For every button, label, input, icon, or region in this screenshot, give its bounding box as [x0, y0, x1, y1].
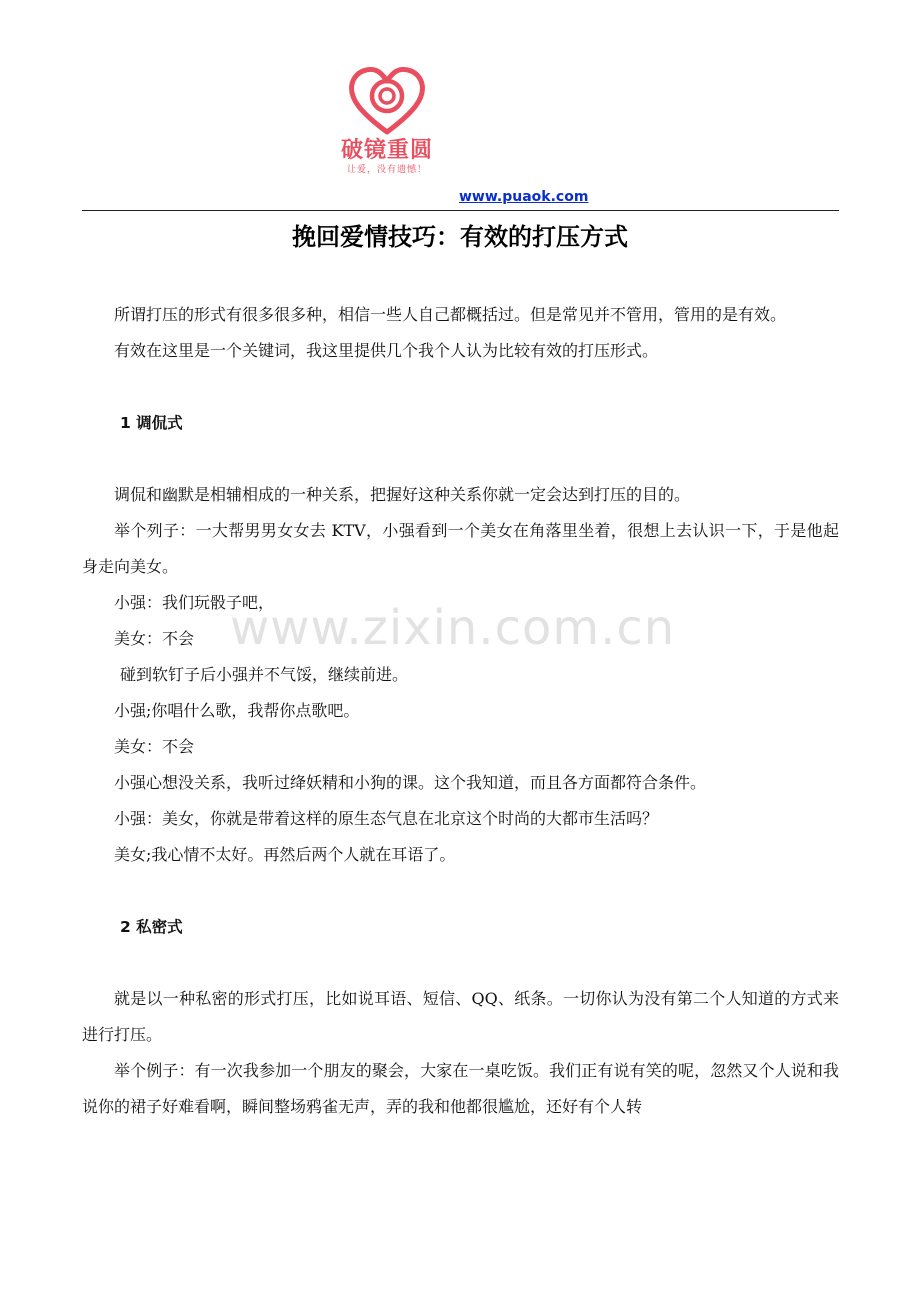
dialog-line: 小强心想没关系，我听过绛妖精和小狗的课。这个我知道，而且各方面都符合条件。 — [114, 773, 707, 792]
dialog-line: 美女;我心情不太好。再然后两个人就在耳语了。 — [114, 845, 456, 864]
section-heading: 1 调侃式 — [120, 414, 183, 432]
logo-name: 破镜重圆 — [340, 138, 433, 163]
dialog-line: 小强;你唱什么歌，我帮你点歌吧。 — [114, 701, 360, 720]
section-paragraph: 就是以一种私密的形式打压，比如说耳语、短信、QQ、纸条。一切你认为没有第二个人知道的方式来进行打压。 — [82, 989, 839, 1044]
site-url-link[interactable]: www.puaok.com — [459, 189, 589, 205]
section-paragraph: 举个例子：有一次我参加一个朋友的聚会，大家在一桌吃饭。我们正有说有笑的呢，忽然又个人说和我说你的裙子好难看啊，瞬间整场鸦雀无声，弄的我和他都很尴尬，还好有个人转 — [82, 1061, 839, 1116]
brand-logo — [328, 66, 446, 176]
intro-paragraph: 所谓打压的形式有很多很多种，相信一些人自己都概括过。但是常见并不管用，管用的是有效。 — [114, 305, 787, 324]
dialog-line: 美女：不会 — [114, 629, 195, 648]
section-paragraph: 举个列子：一大帮男男女女去 KTV，小强看到一个美女在角落里坐着，很想上去认识一下，于是他起身走向美女。 — [82, 521, 839, 576]
section-heading: 2 私密式 — [120, 918, 183, 936]
dialog-line: 小强：我们玩骰子吧， — [114, 593, 275, 612]
dialog-line: 碰到软钉子后小强并不气馁，继续前进。 — [120, 665, 409, 684]
logo-slogan: 让爱，没有遗憾！ — [346, 165, 427, 175]
watermark: www.zixin.com.cn — [230, 600, 676, 656]
intro-paragraph: 有效在这里是一个关键词，我这里提供几个我个人认为比较有效的打压形式。 — [114, 341, 659, 360]
heart-rings-icon — [346, 66, 428, 136]
article-body — [82, 297, 839, 1125]
dialog-line: 小强：美女，你就是带着这样的原生态气息在北京这个时尚的大都市生活吗？ — [114, 809, 659, 828]
header-divider — [82, 210, 839, 211]
page-title: 挽回爱情技巧：有效的打压方式 — [292, 223, 628, 251]
dialog-line: 美女：不会 — [114, 737, 195, 756]
section-paragraph: 调侃和幽默是相辅相成的一种关系，把握好这种关系你就一定会达到打压的目的。 — [114, 485, 691, 504]
